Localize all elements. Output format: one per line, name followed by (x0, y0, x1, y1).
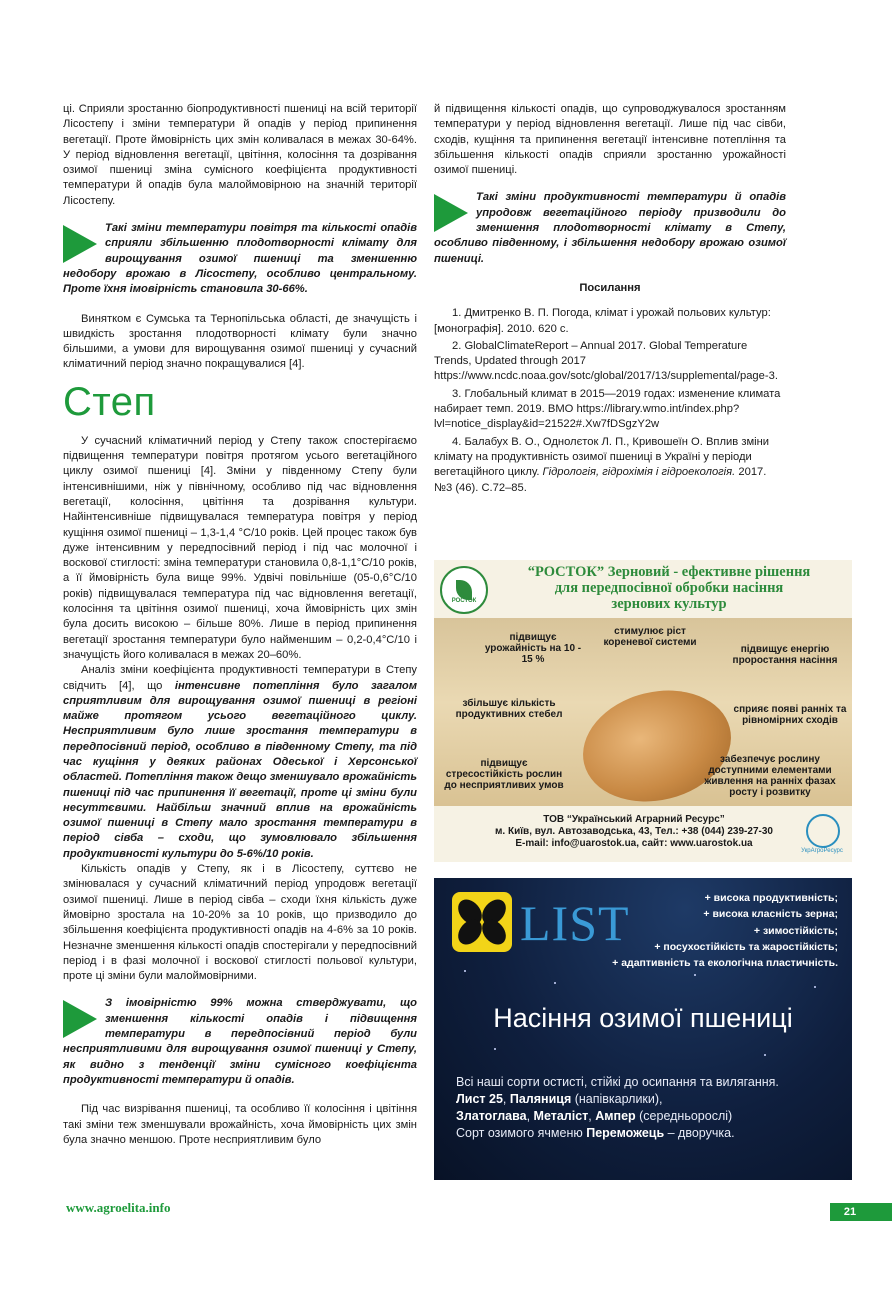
reference-item (434, 435, 786, 496)
reference-item: 1. Дмитренко В. П. Погода, клімат і урожай польових культур: [монографія]. 2010. 620 с. (434, 307, 771, 335)
rostok-logo-icon (440, 566, 488, 614)
reference-text: 4. Балабух В. О., Однолєток Л. П., Кривошеїн О. Вплив зміни клімату на продуктивність озимої пшениці в Україні у періоди вегетаційного циклу. (434, 435, 770, 479)
ad-headline-line: “РОСТОК” Зерновий - ефективне рішення (527, 564, 811, 580)
section-title: Степ (63, 379, 156, 424)
list-logo-icon (452, 892, 512, 952)
reference-journal: Гідрологія, гідрохімія і гідроекологія. (542, 466, 736, 479)
benefit-label: збільшує кількість продуктивних стебел (455, 698, 563, 720)
rostok-logo-text: РОСТОК (451, 598, 477, 604)
reference-item: 2. GlobalClimateReport – Annual 2017. Global Temperature Trends, Updated through 2017 https://www.ncdc.noaa.gov/sotc/global/2017/13/supplemental/page-3. (434, 339, 778, 383)
benefit-item: + посухостійкість та жаростійкість; (654, 940, 838, 953)
paragraph-emphasis: інтенсивне потепління було загалом сприятливим для вирощування озимої пшениці в регіоні майже протягом усього вегетаційного циклу. Несприятливим було лише зростання температури в передпосівний період, особливо в південному Степу, та під час кущіння у деяких районах Одеської і Херсонської областей. Потепління також дещо зменшувало врожайність пшениці під час припинення її вегетації, проте ці зміни були несуттєвими. Найбільш значний вплив на врожайність озимої пшениці в Степу мало зростання температури в період сівба – сходи, що зумовлювало збільшення продуктивності культури до 5-6%/10 років. (63, 679, 417, 860)
paragraph: Під час визрівання пшениці, та особливо її колосіння і цвітіння такі зміни теж зменшували врожайність, хоча ймовірність цих змін була значно меншою. Проте несприятливим було (63, 1103, 417, 1146)
description-line: Лист 25, Паляниця (напівкарлики), (456, 1092, 663, 1106)
reference-item: 3. Глобальный климат в 2015—2019 годах: изменение климата набирает темп. 2019. ВМО https://library.wmo.int/index.php?lvl=notice_display&id=21522#.Xw7fDSgzY2w (434, 387, 781, 431)
paragraph: ці. Сприяли зростанню біопродуктивності пшениці на всій території Лісостепу і зміни температури й опадів у період припинення вегетації. Проте ймовірність цих змін коливалася в межах 30-64%. У період відновлення вегетації, цвітіння, колосіння та дозрівання озимої пшениці зміна сумісного коефіцієнта продуктивності температури й опадів була малоймовірною на значній території Лісостепу. (63, 103, 417, 207)
right-column (434, 102, 786, 498)
list-benefits (584, 890, 838, 971)
wheat-field-background (434, 618, 852, 806)
advertisement-rostok (434, 560, 852, 862)
ukragroresurs-logo-icon (806, 814, 840, 848)
ad-headline (490, 564, 848, 612)
triangle-marker-icon (63, 1000, 97, 1038)
ad-headline-line: зернових культур (611, 596, 727, 612)
callout-text: Такі зміни температури повітря та кількості опадів сприяли збільшенню плодотворності клімату для вирощування озимої пшениці та зменшенню недобору врожаю в Лісостепу, особливо центральному. Проте їхня імовірність становила 30-66%. (63, 222, 417, 296)
paragraph: й підвищення кількості опадів, що супроводжувалося зростанням температури у період відновлення вегетації. Лише під час сівби, сходів, кущіння та припинення вегетації інтенсивне потепління та збільшення кількості опадів сприяли зростанню урожайності озимої пшениці. (434, 103, 786, 177)
list-brand: LIST (520, 895, 630, 951)
benefit-item: + висока класність зерна; (703, 908, 838, 921)
benefit-label: підвищує стресостійкість рослин до несприятливих умов (444, 758, 564, 791)
callout-text: Такі зміни продуктивності температури й опадів упродовж вегетаційного періоду призводили до зменшення плодотворності клімату в Степу, особливо південному, і збільшення недобору врожаю озимої пшениці. (434, 191, 786, 265)
advertisement-list (434, 878, 852, 1180)
benefit-label: підвищує енергію проростання насіння (732, 644, 838, 666)
benefit-label: стимулює ріст кореневої системи (603, 626, 697, 648)
site-url[interactable]: www.agroelita.info (66, 1200, 171, 1215)
ad-banner (434, 560, 852, 618)
ad-footer (434, 806, 852, 862)
references-list (434, 306, 786, 496)
ad-contact (474, 814, 794, 850)
list-title: Насіння озимої пшениці (493, 1003, 793, 1033)
left-column (63, 102, 417, 1155)
description-line: Всі наші сорти остисті, стійкі до осипання та вилягання. (456, 1075, 779, 1089)
description-line: Златоглава, Металіст, Ампер (середньорослі) (456, 1109, 733, 1123)
ad-address: м. Київ, вул. Автозаводська, 43, Тел.: +38 (044) 239-27-30 (495, 826, 773, 837)
paragraph: Винятком є Сумська та Тернопільська області, де значущість і швидкість зростання плодотворності клімату були значно більшими, а умови для вирощування озимої пшениці у сучасний кліматичний період значно покращувалися [4]. (63, 312, 417, 371)
benefit-label: забезпечує рослину доступними елементами живлення на ранніх фазах росту і розвитку (704, 754, 836, 798)
paragraph (63, 663, 417, 862)
callout (63, 996, 417, 1088)
triangle-marker-icon (434, 194, 468, 232)
benefit-item: + висока продуктивність; (704, 892, 838, 904)
benefit-item: + зимостійкість; (753, 924, 838, 937)
benefit-item: + адаптивність та екологічна пластичність. (612, 957, 838, 970)
benefit-label: підвищує урожайність на 10 - 15 % (484, 632, 582, 665)
list-description (456, 1074, 846, 1142)
callout (434, 190, 786, 266)
ad-company: ТОВ “Український Аграрний Ресурс” (543, 814, 725, 825)
paragraph: Кількість опадів у Степу, як і в Лісостепу, суттєво не змінювалася у сучасний кліматичний період упродовж вегетації озимої пшениці. Лише в період сівба – сходи їхня кількість дуже ймовірно зростала на 10-20% за 10 років, що призводило до збільшення коефіцієнта продуктивності опадів на 4-6% за 10 років. Незначне зменшення кількості опадів спостерігали у передпосівний період і в фазі молочної і воскової стиглості польової культури, проте ці зміни були малоймовірними. (63, 863, 417, 983)
description-line: Сорт озимого ячменю Переможець – дворучка. (456, 1126, 735, 1140)
page-number-box (830, 1203, 892, 1221)
references-title: Посилання (579, 281, 641, 294)
callout (63, 221, 417, 297)
benefit-label: сприяє появі ранніх та рівномірних сходів (733, 704, 847, 726)
callout-text: З імовірністю 99% можна стверджувати, що зменшення кількості опадів і підвищення температури в передпосівний період були несприятливими для вирощування озимої пшениці у Степу, як видно з тенденції зміни сумісного коефіцієнта продуктивності температури й опадів. (63, 997, 417, 1086)
ad-headline-line: для передпосівної обробки насіння (554, 580, 784, 596)
reference-text: 2017. №3 (46). С.72–85. (434, 466, 767, 494)
ukragroresurs-logo-text: УкрАгроРесурс (801, 848, 843, 854)
paragraph: У сучасний кліматичний період у Степу також спостерігаємо підвищення температури повітря протягом усього вегетаційного циклу озимої пшениці [4]. Зміни у південному Степу були інтенсивнішими, ніж у північному, особливо під час відновлення вегетації, колосіння, цвітіння та дозрівання культури. Найінтенсивніше підвищувалася температура повітря у період кущіння озимої пшениці – 1,3-1,4 °С/10 років. Цей процес також був дуже інтенсивним у передпосівний період і під час молочної і воскової стиглості: зміна температури становила 0,8-1,1°С/10 років, а її ймовірність була вище 99%. Удвічі повільніше (05-0,6°С/10 років) підвищувалася температура під час відновлення вегетації, колосіння та цвітіння озимої пшениці, хоча ймовірність цих змін була досить високою – більше 80%. Лише в період припинення вегетації зростання температури було найменшим – 0,2-0,4°С/10 і значущість його коливалася в межах 20–60%. (63, 434, 417, 661)
triangle-marker-icon (63, 225, 97, 263)
page-number: 21 (843, 1206, 857, 1218)
paragraph-text: Аналіз зміни коефіцієнта продуктивності температури в Степу свідчить [4], що (63, 664, 417, 692)
ad-contacts: E-mail: info@uarostok.ua, сайт: www.uarostok.ua (515, 838, 753, 849)
